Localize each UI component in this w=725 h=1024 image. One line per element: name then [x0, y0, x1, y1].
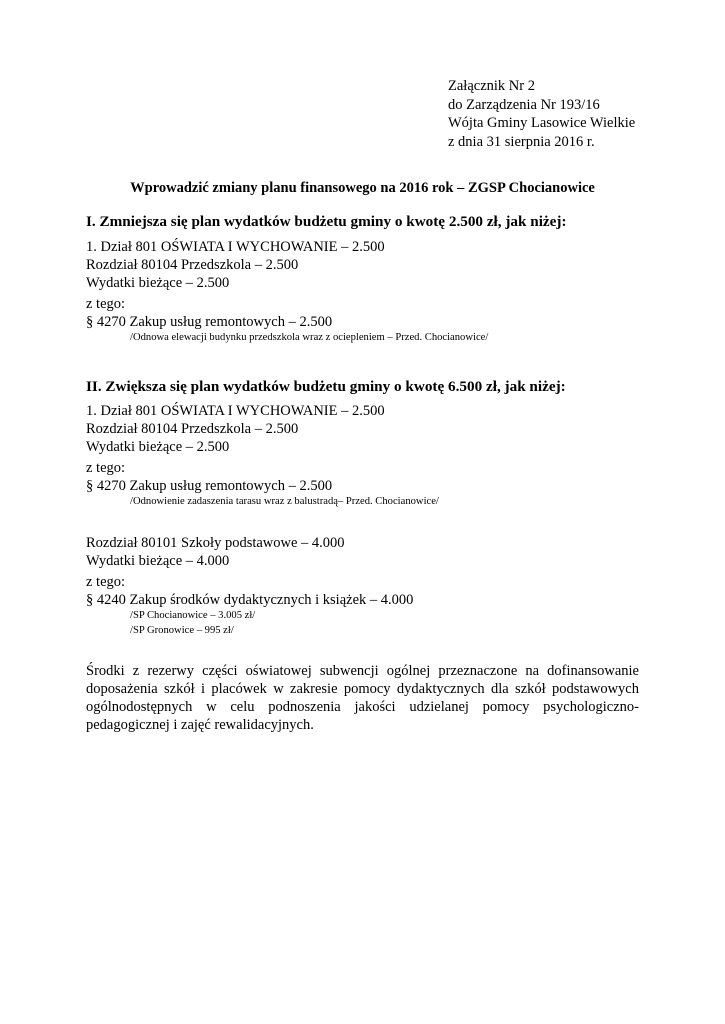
section-2-rozdzial-2: Rozdział 80101 Szkoły podstawowe – 4.000 [86, 535, 345, 551]
section-1-wydatki: Wydatki bieżące – 2.500 [86, 275, 230, 291]
section-2-heading: II. Zwiększa się plan wydatków budżetu gminy o kwotę 6.500 zł, jak niżej: [86, 378, 566, 395]
section-2-wydatki-2: Wydatki bieżące – 4.000 [86, 553, 230, 569]
section-1-dzial: 1. Dział 801 OŚWIATA I WYCHOWANIE – 2.500 [86, 239, 385, 255]
section-2-dzial: 1. Dział 801 OŚWIATA I WYCHOWANIE – 2.500 [86, 403, 385, 419]
section-2-note-2a: /SP Chocianowice – 3.005 zł/ [130, 610, 256, 621]
document-title: Wprowadzić zmiany planu finansowego na 2016 rok – ZGSP Chocianowice [130, 180, 595, 196]
header-line-3: Wójta Gminy Lasowice Wielkie [448, 115, 636, 131]
section-2-note: /Odnowienie zadaszenia tarasu wraz z balustradą– Przed. Chocianowice/ [130, 496, 439, 507]
section-1-heading: I. Zmniejsza się plan wydatków budżetu gminy o kwotę 2.500 zł, jak niżej: [86, 213, 567, 230]
header-line-4: z dnia 31 sierpnia 2016 r. [448, 133, 595, 150]
section-2-rozdzial: Rozdział 80104 Przedszkola – 2.500 [86, 421, 299, 437]
section-2-paragraf-2: § 4240 Zakup środków dydaktycznych i książek – 4.000 [86, 592, 414, 608]
header-line-2: do Zarządzenia Nr 193/16 [448, 96, 600, 113]
section-2-note-2b: /SP Gronowice – 995 zł/ [130, 625, 234, 636]
attachment-header [448, 77, 635, 151]
section-1-rozdzial: Rozdział 80104 Przedszkola – 2.500 [86, 257, 299, 273]
section-1-note: /Odnowa elewacji budynku przedszkola wraz z ociepleniem – Przed. Chocianowice/ [130, 332, 489, 343]
section-2-z-tego-2: z tego: [86, 574, 126, 590]
section-2-wydatki: Wydatki bieżące – 2.500 [86, 439, 230, 455]
header-line-1: Załącznik Nr 2 [448, 78, 535, 94]
section-2-paragraf: § 4270 Zakup usług remontowych – 2.500 [86, 478, 333, 494]
section-1-z-tego: z tego: [86, 296, 126, 312]
section-1-paragraf: § 4270 Zakup usług remontowych – 2.500 [86, 314, 333, 330]
section-2-z-tego: z tego: [86, 460, 126, 476]
closing-paragraph: Środki z rezerwy części oświatowej subwencji ogólnej przeznaczone na dofinansowanie doposażenia szkół i placówek w zakresie pomocy dydaktycznych dla szkół podstawowych ogólnodostępnych w celu podnoszenia jakości udzielanej pomocy psychologiczno-pedagogicznej i zajęć rewalidacyjnych. [86, 663, 639, 733]
